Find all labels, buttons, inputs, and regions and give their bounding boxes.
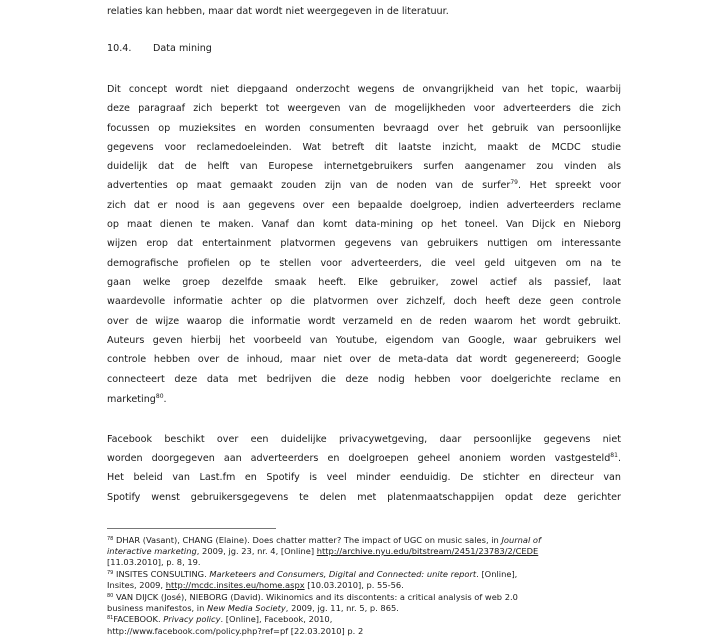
text-line: Het beleid van Last.fm en Spotify is veel minder eenduidig. De stichter en directeur van	[107, 472, 621, 483]
text-line: Spotify wenst gebruikersgegevens te delen met platenmaatschappijen opdat deze gerichter	[107, 492, 621, 503]
footnote-italic: Privacy policy	[163, 614, 221, 624]
footnote-number: 79	[107, 570, 114, 576]
footnote-text: [10.03.2010], p. 55-56.	[304, 580, 404, 590]
text-line-with-footnote	[107, 453, 621, 465]
footnote-78	[107, 535, 621, 545]
footnote-79-line2	[107, 580, 621, 590]
text-segment: worden doorgegeven aan adverteerders en doelgroepen geheel anoniem worden vastgesteld	[107, 453, 611, 464]
footnote-italic: New Media Society	[207, 603, 286, 613]
text-line: waardevolle informatie achter op die platvormen over zichzelf, doch heeft deze geen controle	[107, 296, 621, 307]
footnote-81-line2-clipped	[107, 626, 621, 636]
footnote-text: . [Online],	[476, 569, 518, 579]
footnote-ref-79: 79	[510, 179, 518, 186]
text-line-with-footnote	[107, 394, 621, 406]
text-line: controle hebben over de inhoud, maar niet over de meta-data dat wordt gegenereerd; Google	[107, 354, 621, 365]
text-line: connecteert deze data met bedrijven die deze nodig hebben voor doelgerichte reclame en	[107, 374, 621, 385]
footnote-text: . [Online], Facebook, 2010,	[220, 614, 333, 624]
footnote-italic: interactive marketing	[107, 546, 197, 556]
text-line: Auteurs geven hierbij het voorbeeld van Youtube, eigendom van Google, waar gebruikers wel	[107, 335, 621, 346]
footnote-text: INSITES CONSULTING.	[116, 569, 210, 579]
footnote-link[interactable]: http://archive.nyu.edu/bitstream/2451/23783/2/CEDE	[316, 546, 539, 556]
footnote-number: 78	[107, 536, 114, 542]
footnote-79	[107, 569, 621, 579]
text-segment: .	[163, 394, 167, 405]
footnote-text: Insites, 2009,	[107, 580, 166, 590]
footnote-ref-80: 80	[155, 393, 164, 400]
text-segment: . Het spreekt voor	[517, 180, 621, 191]
footnote-81-line2[interactable]: http://www.facebook.com/policy.php?ref=pf [22.03.2010] p. 2	[107, 626, 364, 636]
footnote-text: DHAR (Vasant), CHANG (Elaine). Does chatter matter? The impact of UGC on music sales, in	[116, 535, 502, 545]
section-title: Data mining	[153, 43, 212, 54]
footnote-text: , 2009, jg. 11, nr. 5, p. 865.	[285, 603, 399, 613]
footnote-ref-81: 81	[610, 452, 618, 459]
text-line: deze paragraaf zich beperkt tot weergeven van de mogelijkheden voor adverteerders die zich	[107, 103, 621, 114]
footnote-81	[107, 614, 621, 624]
footnote-78-line2	[107, 546, 621, 556]
text-line: demografische profielen op te stellen voor adverteerders, die veel geld uitgeven om na te	[107, 258, 621, 269]
text-segment: advertenties op maat gemaakt zouden zijn van de noden van de surfer	[107, 180, 511, 191]
text-line: Facebook beschikt over een duidelijke privacywetgeving, daar persoonlijke gegevens niet	[107, 434, 621, 445]
section-number: 10.4.	[107, 43, 132, 54]
text-line: wijzen erop dat entertainment platvormen gegevens van gebruikers nuttigen om interessante	[107, 238, 621, 249]
text-line: zich dat er nood is aan gegevens over een bepaalde doelgroep, indien adverteerders reclame	[107, 200, 621, 211]
text-segment: marketing	[107, 394, 156, 405]
text-line-top: relaties kan hebben, maar dat wordt niet weergegeven in de literatuur.	[107, 6, 449, 17]
text-line-with-footnote	[107, 180, 621, 192]
text-line: over de wijze waarop die informatie wordt verzameld en de reden waarom het wordt gebruikt.	[107, 316, 621, 327]
footnote-80-line2	[107, 603, 621, 613]
footnote-link[interactable]: http://mcdc.insites.eu/home.aspx	[165, 580, 305, 590]
footnote-text: VAN DIJCK (José), NIEBORG (David). Wikinomics and its discontents: a critical analysis of web 2.0	[116, 592, 518, 602]
footnote-text: business manifestos, in	[107, 603, 208, 613]
footnote-italic: Marketeers and Consumers, Digital and Connected: unite report	[209, 569, 477, 579]
text-line: gaan welke groep dezelfde smaak heeft. Elke gebruiker, zowel actief als passief, laat	[107, 277, 621, 288]
footnote-separator	[107, 528, 276, 529]
footnote-80	[107, 592, 621, 602]
text-segment: .	[617, 453, 621, 464]
text-line: duidelijk dat de helft van Europese internetgebruikers surfen aangenamer zou vinden als	[107, 161, 621, 172]
footnote-number: 81	[107, 615, 114, 621]
text-line: Dit concept wordt niet diepgaand onderzocht wegens de onvangrijkheid van het topic, waarbij	[107, 84, 621, 95]
footnote-text: FACEBOOK.	[113, 614, 164, 624]
text-line: op maat dienen te maken. Vanaf dan komt data-mining op het toneel. Van Dijck en Nieborg	[107, 219, 621, 230]
text-line: focussen op muzieksites en worden consumenten bevraagd over het gebruik van persoonlijke	[107, 123, 621, 134]
section-heading	[107, 43, 621, 55]
text-line: gegevens voor reclamedoeleinden. Wat betreft dit laatste inzicht, maakt de MCDC studie	[107, 142, 621, 153]
footnote-text: , 2009, jg. 23, nr. 4, [Online]	[196, 546, 317, 556]
footnote-number: 80	[107, 593, 114, 599]
footnote-italic: Journal of	[501, 535, 541, 545]
footnote-78-line3: [11.03.2010], p. 8, 19.	[107, 557, 201, 567]
